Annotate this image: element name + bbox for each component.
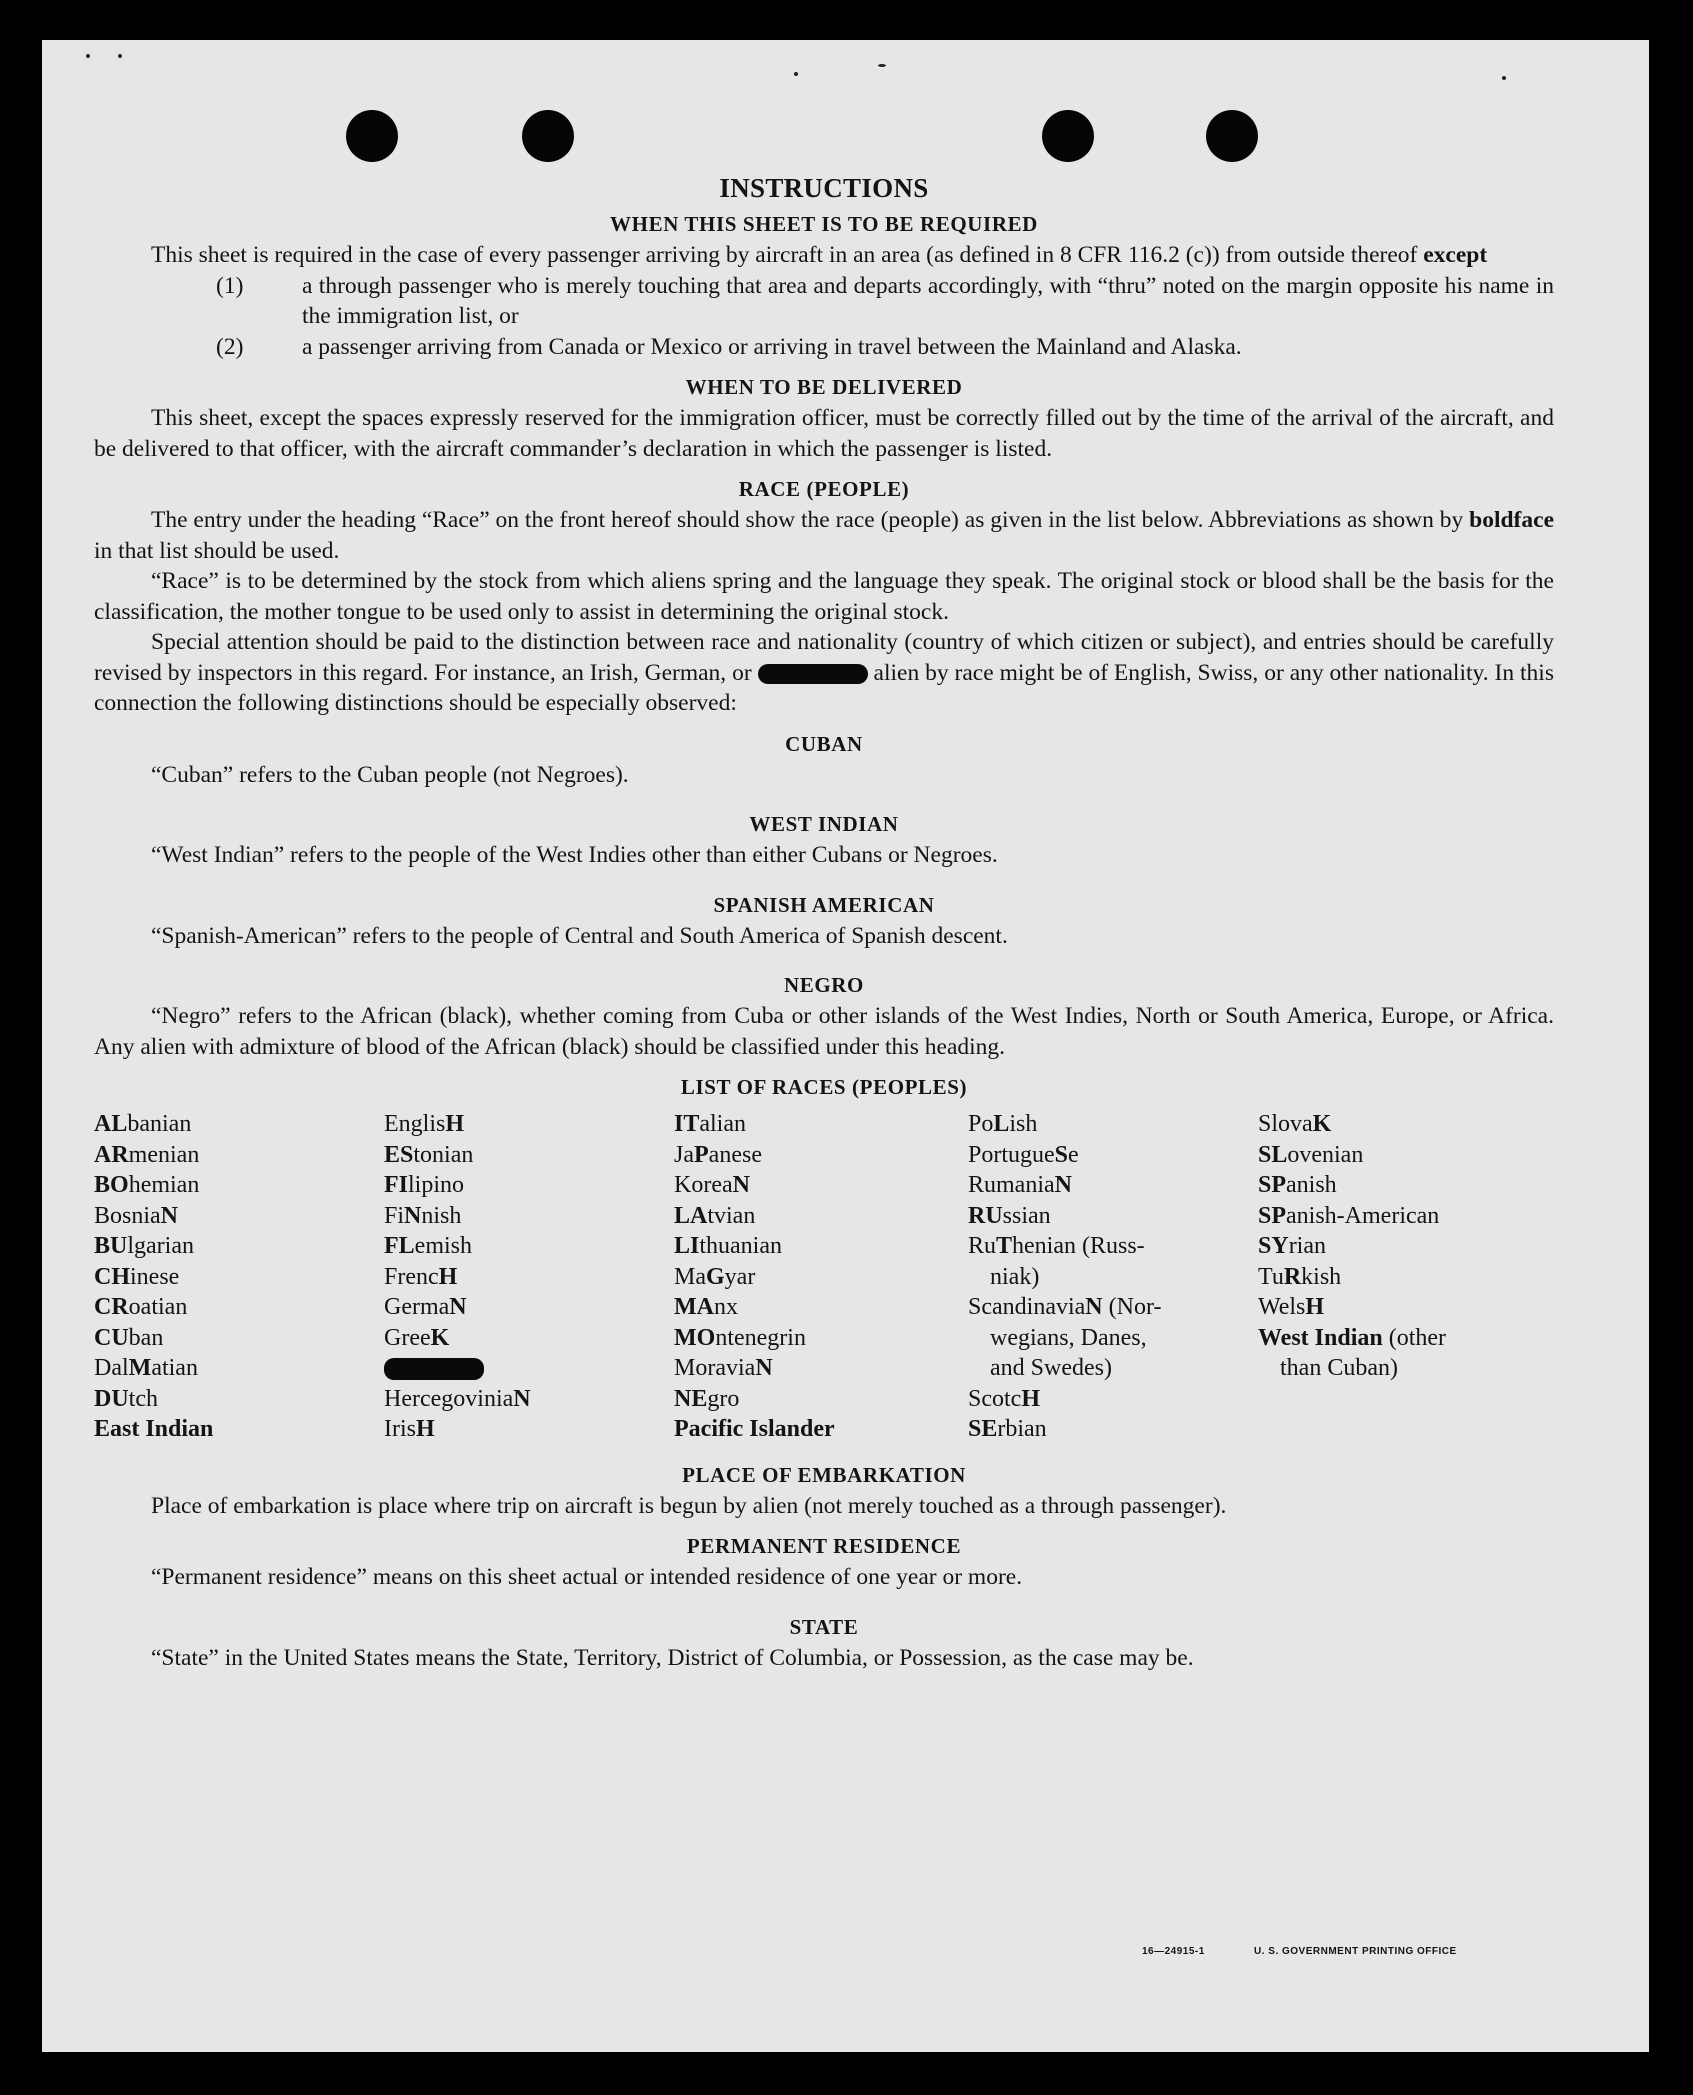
delivered-paragraph: This sheet, except the spaces expressly reserved for the immigration officer, must be correctly filled out by the time of the arrival of the aircraft, and be delivered to that officer, with the aircraft commander’s declaration in which the passenger is listed. [94,405,1554,462]
race-entry [384,1262,674,1293]
race-text: tvian [707,1202,756,1229]
race-entry [674,1170,968,1201]
race-text: Portugue [968,1141,1055,1168]
dust-speck [86,54,90,58]
race-abbrev: LI [674,1233,700,1259]
race-entry [1258,1231,1554,1262]
race-text: Bosnia [94,1202,161,1229]
race-text: lgarian [127,1233,194,1259]
race-entry [1258,1323,1554,1354]
race-text: and Swedes) [990,1355,1112,1381]
race-text: Ru [968,1233,997,1259]
race-entry [968,1109,1258,1140]
race-abbrev: SY [1258,1233,1289,1259]
race-entry [94,1353,384,1384]
section-heading-required: WHEN THIS SHEET IS TO BE REQUIRED [610,212,1038,236]
race-entry [94,1140,384,1171]
race-text: tch [128,1385,158,1412]
race-entry [968,1170,1258,1201]
cuban-paragraph: “Cuban” refers to the Cuban people (not Negroes). [151,761,629,788]
race-text: anish-American [1286,1202,1440,1229]
race-entry [94,1170,384,1201]
race-text: (other [1382,1324,1447,1351]
race-abbrev: N [1085,1294,1103,1320]
race-abbrev: M [128,1355,152,1381]
race-abbrev: K [430,1324,450,1351]
race-entry [1258,1170,1554,1201]
race-abbrev: LA [674,1202,708,1229]
section-heading-state: STATE [789,1614,859,1639]
race-entry [94,1323,384,1354]
race-entry [384,1140,674,1171]
race-abbrev: AL [94,1111,128,1137]
race-abbrev: FL [384,1233,415,1259]
west-indian-paragraph: “West Indian” refers to the people of the West Indies other than either Cubans or Negroes. [151,842,998,868]
race-abbrev: SL [1258,1141,1288,1168]
race-entry [674,1109,968,1140]
race-entry [384,1384,674,1415]
race-text: Germa [384,1294,450,1320]
section-heading-list-of-races: LIST OF RACES (PEOPLES) [680,1075,968,1099]
race-text: Iris [384,1416,416,1442]
race-abbrev: MA [674,1294,714,1320]
race-text: thuanian [699,1233,782,1259]
race-text: emish [414,1233,472,1259]
race-abbrev: K [1312,1111,1332,1137]
race-entry [1258,1262,1554,1293]
race-entry [1258,1353,1554,1384]
punch-hole [1042,110,1094,162]
race-abbrev: AR [94,1141,129,1168]
race-text: Frenc [384,1263,439,1290]
race-text: ntenegrin [715,1324,806,1351]
section-heading-delivered: WHEN TO BE DELIVERED [685,375,963,399]
race-abbrev: N [404,1202,422,1229]
redaction-mark [384,1358,484,1380]
race-entry [968,1353,1258,1384]
section-heading-embarkation: PLACE OF EMBARKATION [682,1462,966,1487]
dust-speck [878,64,886,67]
race-text: atian [151,1355,198,1381]
race-text: Special attention should be paid to the distinction between race and nationality (country of which citizen or subject), and entries should be carefully revised by inspectors in this regard. For instance, an Irish, German, or [94,629,1554,686]
race-entry [968,1414,1258,1445]
race-entry [674,1414,968,1445]
race-text: Po [968,1111,994,1137]
race-abbrev: N [513,1385,531,1412]
race-entry [1258,1201,1554,1232]
race-text: yar [724,1263,756,1290]
race-entry [968,1323,1258,1354]
race-abbrev: H [438,1263,458,1290]
race-abbrev: H [1021,1385,1040,1412]
race-text: ish [1009,1111,1038,1137]
race-text: in that list should be used. [94,537,340,564]
race-paragraph-1 [94,505,1554,566]
race-abbrev: N [732,1172,750,1198]
dust-speck [1502,76,1506,80]
race-entry [1258,1140,1554,1171]
dust-speck [118,54,122,58]
race-text: niak) [990,1263,1040,1290]
race-abbrev: FI [384,1172,408,1198]
race-paragraph-2: “Race” is to be determined by the stock from which aliens spring and the language they speak. The original stock or blood shall be the basis for the classification, the mother tongue to be used only to assist in determining the original stock. [94,568,1554,625]
race-entry [384,1414,674,1445]
race-entry [968,1140,1258,1171]
race-abbrev: BU [94,1233,128,1259]
form-number: 16—24915-1 [1142,1946,1205,1957]
race-abbrev: H [416,1416,435,1442]
race-entry [674,1140,968,1171]
race-text: e [1068,1141,1079,1168]
races-list [94,1109,1554,1445]
race-entry [674,1201,968,1232]
race-abbrev: ES [384,1141,414,1168]
negro-paragraph: “Negro” refers to the African (black), whether coming from Cuba or other islands of the West Indies, North or South America, Europe, or Africa. Any alien with admixture of blood of the African (black) should be classified under this heading. [94,1003,1554,1060]
section-heading-west-indian: WEST INDIAN [749,812,899,836]
races-column [674,1109,968,1445]
race-text: Tu [1258,1263,1284,1290]
race-entry [384,1231,674,1262]
race-text: kish [1301,1263,1342,1290]
race-text: Ja [674,1141,694,1168]
race-entry [384,1353,674,1384]
race-abbrev: Pacific Islander [674,1416,835,1442]
section-heading-race: RACE (PEOPLE) [738,477,910,501]
race-abbrev: SP [1258,1202,1287,1229]
races-column [384,1109,674,1445]
race-entry [94,1262,384,1293]
punch-hole [522,110,574,162]
race-text: ban [128,1324,164,1351]
residence-paragraph: “Permanent residence” means on this sheet actual or intended residence of one year or more. [151,1564,1023,1590]
race-text: menian [128,1141,200,1168]
race-text: alien by race might be of English, Swiss, or any other nationality. In this connection the following distinctions should be especially observed: [94,659,1554,716]
race-text: henian (Russ- [1012,1233,1145,1259]
race-text: rbian [997,1416,1047,1442]
race-entry [674,1323,968,1354]
race-text: banian [127,1111,192,1137]
race-text: Ma [674,1263,706,1290]
race-entry [968,1262,1258,1293]
race-entry [674,1231,968,1262]
race-entry [384,1323,674,1354]
race-text: nx [713,1294,738,1320]
race-entry [384,1201,674,1232]
exception-item-2 [94,332,1554,363]
race-entry [968,1231,1258,1262]
race-entry [94,1201,384,1232]
race-text: wegians, Danes, [990,1324,1147,1351]
required-paragraph [94,240,1554,271]
section-heading-residence: PERMANENT RESIDENCE [686,1534,962,1558]
race-entry [1258,1292,1554,1323]
race-entry [94,1384,384,1415]
race-abbrev: East Indian [94,1416,214,1442]
race-text: Scotc [968,1385,1022,1412]
race-abbrev: IT [674,1111,700,1137]
race-text: oatian [128,1294,188,1320]
except-keyword: except [1423,242,1488,268]
section-heading-cuban: CUBAN [785,731,863,756]
race-text: nish [421,1202,462,1229]
races-column [968,1109,1258,1445]
race-abbrev: P [694,1141,709,1168]
spanish-american-paragraph: “Spanish-American” refers to the people of Central and South America of Spanish descent. [151,922,1008,949]
race-abbrev: SP [1258,1172,1287,1198]
race-text: alian [699,1111,746,1137]
race-abbrev: CH [94,1263,130,1290]
race-text: Gree [384,1324,431,1351]
race-text: The entry under the heading “Race” on the front hereof should show the race (people) as given in the list below. Abbreviations as shown by [151,507,1470,533]
race-abbrev: RU [968,1202,1003,1229]
race-paragraph-3 [94,627,1554,719]
race-entry [968,1201,1258,1232]
race-text: anese [708,1141,762,1168]
exception-text: a through passenger who is merely touching that area and departs accordingly, with “thru” noted on the margin opposite his name in the immigration list, or [302,272,1554,329]
punch-hole [346,110,398,162]
boldface-word: boldface [1469,507,1554,533]
race-text: ssian [1002,1202,1051,1229]
race-abbrev: DU [94,1385,129,1412]
race-text: Fi [384,1202,405,1229]
race-text: tonian [413,1141,474,1168]
state-paragraph: “State” in the United States means the State, Territory, District of Columbia, or Possession, as the case may be. [151,1644,1194,1671]
race-entry [674,1262,968,1293]
document-sheet [42,40,1649,2052]
redaction-mark [758,664,868,684]
exception-item-1 [94,271,1554,332]
race-entry [674,1292,968,1323]
race-text: Dal [94,1355,129,1381]
section-heading-spanish-american: SPANISH AMERICAN [713,892,935,917]
race-entry [1258,1109,1554,1140]
race-text: Hercegovinia [384,1385,514,1412]
race-text: than Cuban) [1280,1355,1398,1381]
race-abbrev: CR [94,1294,129,1320]
race-entry [968,1384,1258,1415]
race-text: Korea [674,1172,733,1198]
instructions-body [94,168,1554,1673]
race-text: lipino [408,1172,465,1198]
section-heading-negro: NEGRO [783,973,864,997]
race-abbrev: H [445,1111,465,1137]
race-text: gro [707,1385,740,1412]
races-column [1258,1109,1554,1445]
exception-number: (2) [216,333,244,360]
race-text: hemian [128,1172,200,1198]
race-entry [94,1414,384,1445]
race-text: Wels [1258,1294,1306,1320]
punch-hole [1206,110,1258,162]
race-entry [94,1109,384,1140]
race-abbrev: NE [674,1385,708,1412]
race-text: rian [1288,1233,1326,1259]
race-abbrev: S [1054,1141,1069,1168]
required-text: This sheet is required in the case of every passenger arriving by aircraft in an area (as defined in 8 CFR 116.2 (c)) from outside thereof [151,242,1424,268]
dust-speck [794,72,798,76]
race-abbrev: N [755,1355,773,1381]
race-abbrev: CU [94,1324,129,1351]
race-entry [384,1292,674,1323]
printer-imprint: U. S. GOVERNMENT PRINTING OFFICE [1254,1946,1457,1957]
race-text: inese [130,1263,180,1290]
race-abbrev: BO [94,1172,129,1198]
race-abbrev: G [706,1263,725,1290]
race-text: Moravia [674,1355,756,1381]
race-abbrev: N [1054,1172,1072,1198]
race-abbrev: SE [968,1416,998,1442]
page-title: INSTRUCTIONS [719,173,929,203]
race-abbrev: MO [674,1324,716,1351]
race-text: Slova [1258,1111,1313,1137]
race-text: Rumania [968,1172,1055,1198]
race-text: ovenian [1287,1141,1364,1168]
race-abbrev: H [1305,1294,1325,1320]
race-text: Englis [384,1111,446,1137]
race-text: anish [1286,1172,1337,1198]
race-abbrev: West Indian [1258,1324,1383,1351]
race-abbrev: N [449,1294,467,1320]
exception-number: (1) [216,272,244,299]
race-abbrev: T [996,1233,1013,1259]
race-abbrev: R [1283,1263,1302,1290]
exception-text: a passenger arriving from Canada or Mexico or arriving in travel between the Mainland and Alaska. [302,333,1242,360]
race-text: Scandinavia [968,1294,1086,1320]
race-entry [674,1353,968,1384]
race-entry [384,1170,674,1201]
race-abbrev: N [160,1202,179,1229]
race-entry [968,1292,1258,1323]
race-entry [94,1231,384,1262]
race-entry [384,1109,674,1140]
race-text: (Nor- [1102,1294,1162,1320]
embarkation-paragraph: Place of embarkation is place where trip on aircraft is begun by alien (not merely touched as a through passenger). [151,1492,1227,1519]
race-entry [674,1384,968,1415]
race-abbrev: L [993,1111,1010,1137]
race-entry [94,1292,384,1323]
races-column [94,1109,384,1445]
